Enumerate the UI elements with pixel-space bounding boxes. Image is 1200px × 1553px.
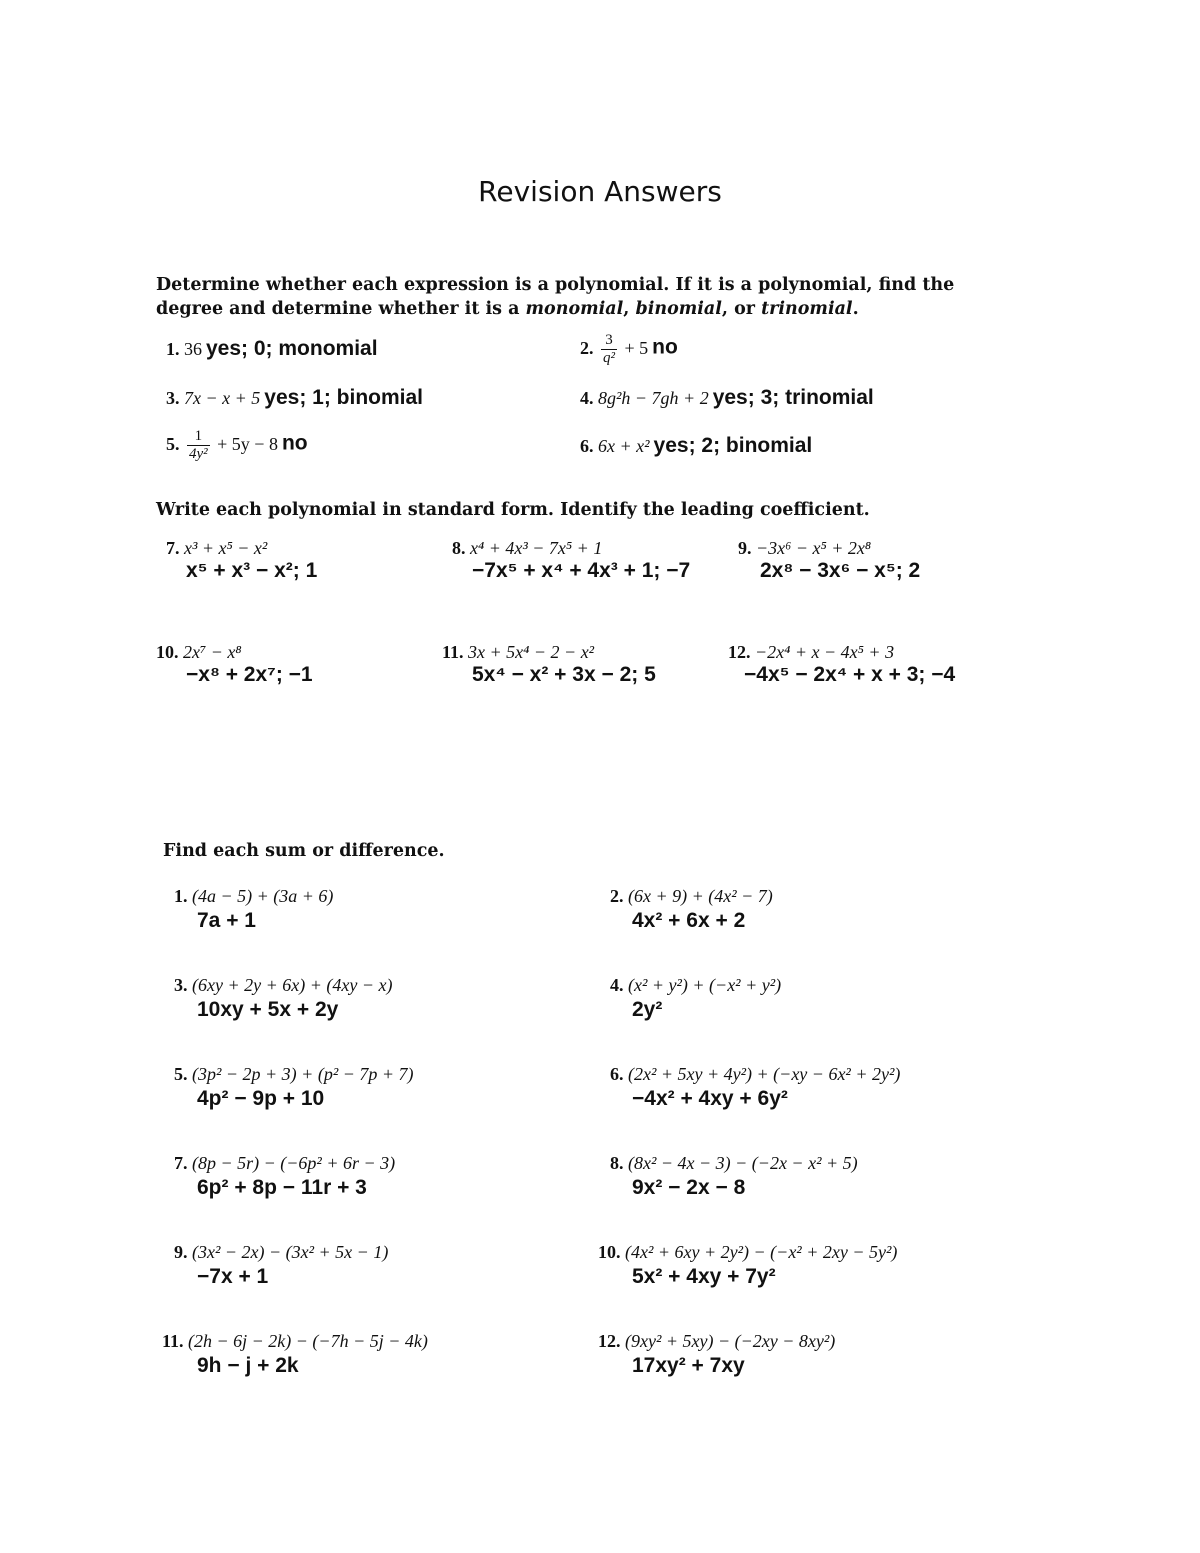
s3-item-10: 10. (4x² + 6xy + 2y²) − (−x² + 2xy − 5y²) 5x² + 4xy + 7y²	[598, 1242, 898, 1288]
section1-instruction: Determine whether each expression is a polynomial. If it is a polynomial, find the degree and determine whether it is a monomial, binomial, or trinomial.	[156, 275, 955, 319]
section3-instruction: Find each sum or difference.	[163, 841, 445, 861]
page-title: Revision Answers	[478, 175, 722, 208]
s2-item-9: 9. −3x⁶ − x⁵ + 2x⁸ 2x⁸ − 3x⁶ − x⁵; 2	[738, 538, 921, 582]
s1-item-6: 6. 6x + x² yes; 2; binomial	[580, 434, 813, 457]
s3-item-6: 6. (2x² + 5xy + 4y²) + (−xy − 6x² + 2y²) −4x² + 4xy + 6y²	[610, 1064, 901, 1110]
s3-item-3: 3. (6xy + 2y + 6x) + (4xy − x) 10xy + 5x + 2y	[174, 975, 393, 1021]
s2-item-7: 7. x³ + x⁵ − x² x⁵ + x³ − x²; 1	[166, 538, 318, 582]
s3-item-2: 2. (6x + 9) + (4x² − 7) 4x² + 6x + 2	[610, 886, 773, 932]
s3-item-1: 1. (4a − 5) + (3a + 6) 7a + 1	[174, 886, 334, 932]
s2-item-12: 12. −2x⁴ + x − 4x⁵ + 3 −4x⁵ − 2x⁴ + x + 3; −4	[728, 642, 956, 686]
s3-item-8: 8. (8x² − 4x − 3) − (−2x − x² + 5) 9x² − 2x − 8	[610, 1153, 858, 1199]
s3-item-9: 9. (3x² − 2x) − (3x² + 5x − 1) −7x + 1	[174, 1242, 389, 1288]
s1-item-5: 5. $\frac{1}{\text{4y²}}$ + 5y − 8 no	[166, 428, 308, 462]
s1-item-3: 3. 7x − x + 5 yes; 1; binomial	[166, 386, 423, 409]
s3-item-5: 5. (3p² − 2p + 3) + (p² − 7p + 7) 4p² − 9p + 10	[174, 1064, 414, 1110]
s3-item-4: 4. (x² + y²) + (−x² + y²) 2y²	[610, 975, 782, 1021]
s1-item-2: 2. $\frac{3}{\text{q²}}$ + 5 no	[580, 332, 678, 366]
s3-item-11: 11. (2h − 6j − 2k) − (−7h − 5j − 4k) 9h − j + 2k	[162, 1331, 428, 1377]
s2-item-8: 8. x⁴ + 4x³ − 7x⁵ + 1 −7x⁵ + x⁴ + 4x³ + 1; −7	[452, 538, 691, 582]
s1-item-1: 1. 36 yes; 0; monomial	[166, 337, 378, 360]
s2-item-11: 11. 3x + 5x⁴ − 2 − x² 5x⁴ − x² + 3x − 2; 5	[442, 642, 656, 686]
s3-item-7: 7. (8p − 5r) − (−6p² + 6r − 3) 6p² + 8p − 11r + 3	[174, 1153, 396, 1199]
s2-item-10: 10. 2x⁷ − x⁸ −x⁸ + 2x⁷; −1	[156, 642, 313, 686]
s1-item-4: 4. 8g²h − 7gh + 2 yes; 3; trinomial	[580, 386, 874, 409]
s3-item-12: 12. (9xy² + 5xy) − (−2xy − 8xy²) 17xy² + 7xy	[598, 1331, 836, 1377]
section2-instruction: Write each polynomial in standard form. Identify the leading coefficient.	[156, 500, 870, 520]
